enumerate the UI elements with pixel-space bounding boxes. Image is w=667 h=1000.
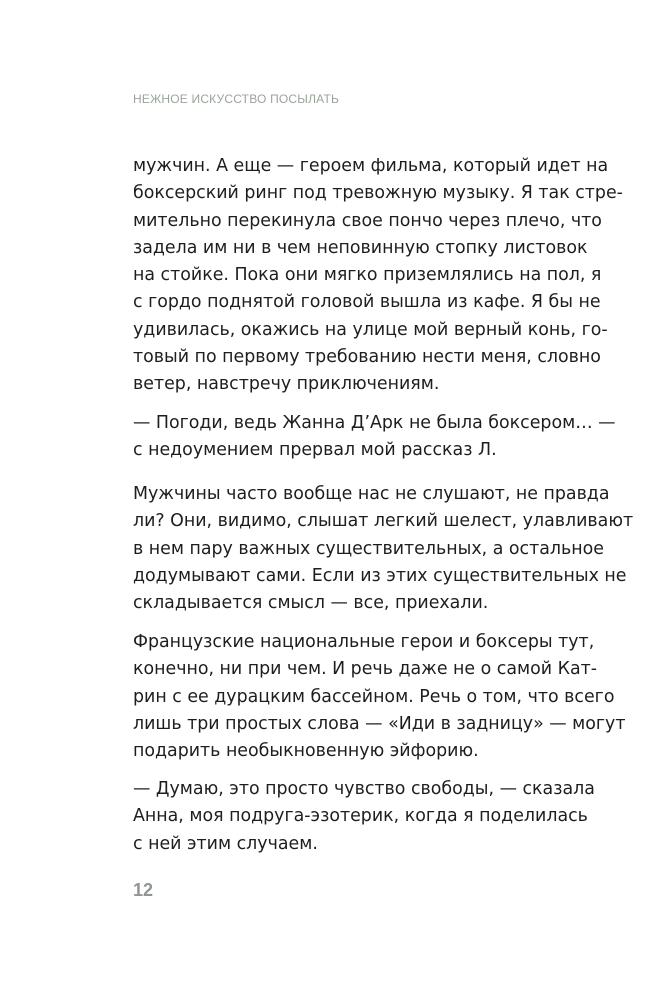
- text-line: рин с ее дурацким бассейном. Речь о том, что всего: [133, 686, 615, 707]
- paragraph-2: [133, 410, 616, 465]
- paragraph-1: [133, 153, 623, 399]
- text-line: складывается смысл — все, приехали.: [133, 593, 489, 614]
- paragraph-3: [133, 481, 634, 617]
- text-line: Французские национальные герои и боксеры тут,: [133, 632, 595, 652]
- text-line: — Думаю, это просто чувство свободы, — сказала: [133, 779, 595, 799]
- text-line: конечно, ни при чем. И речь даже не о самой Кат-: [133, 659, 598, 680]
- text-line: удивилась, окажись на улице мой верный конь, го-: [133, 319, 608, 340]
- text-line: ветер, навстречу приключениям.: [133, 374, 440, 395]
- paragraph-4: [133, 629, 626, 765]
- text-line: боксерский ринг под тревожную музыку. Я так стре-: [133, 183, 623, 204]
- text-line: с ней этим случаем.: [133, 833, 318, 854]
- text-line: подарить необыкновенную эйфорию.: [133, 741, 479, 762]
- text-line: додумывают сами. Если из этих существительных не: [133, 565, 627, 586]
- text-line: лишь три простых слова — «Иди в задницу» — могут: [133, 713, 626, 734]
- text-line: ли? Они, видимо, слышат легкий шелест, улавливают: [133, 511, 634, 532]
- text-line: в нем пару важных существительных, а остальное: [133, 538, 604, 559]
- running-head: НЕЖНОЕ ИСКУССТВО ПОСЫЛАТЬ: [133, 92, 340, 106]
- text-line: мужчин. А еще — героем фильма, который идет на: [133, 156, 609, 176]
- text-line: мительно перекинула свое пончо через плечо, что: [133, 210, 602, 231]
- text-line: задела им ни в чем неповинную стопку листовок: [133, 237, 588, 258]
- text-line: товый по первому требованию нести меня, словно: [133, 347, 601, 368]
- text-line: — Погоди, ведь Жанна Д’Арк не была боксером… —: [133, 413, 616, 433]
- text-line: на стойке. Пока они мягко приземлялись на пол, я: [133, 265, 602, 286]
- paragraph-5: [133, 776, 595, 858]
- text-line: Анна, моя подруга-эзотерик, когда я поделилась: [133, 806, 588, 827]
- page-number: 12: [133, 880, 154, 900]
- text-line: с гордо поднятой головой вышла из кафе. Я бы не: [133, 292, 601, 313]
- text-line: Мужчины часто вообще нас не слушают, не правда: [133, 484, 610, 504]
- text-line: с недоумением прервал мой рассказ Л.: [133, 440, 497, 461]
